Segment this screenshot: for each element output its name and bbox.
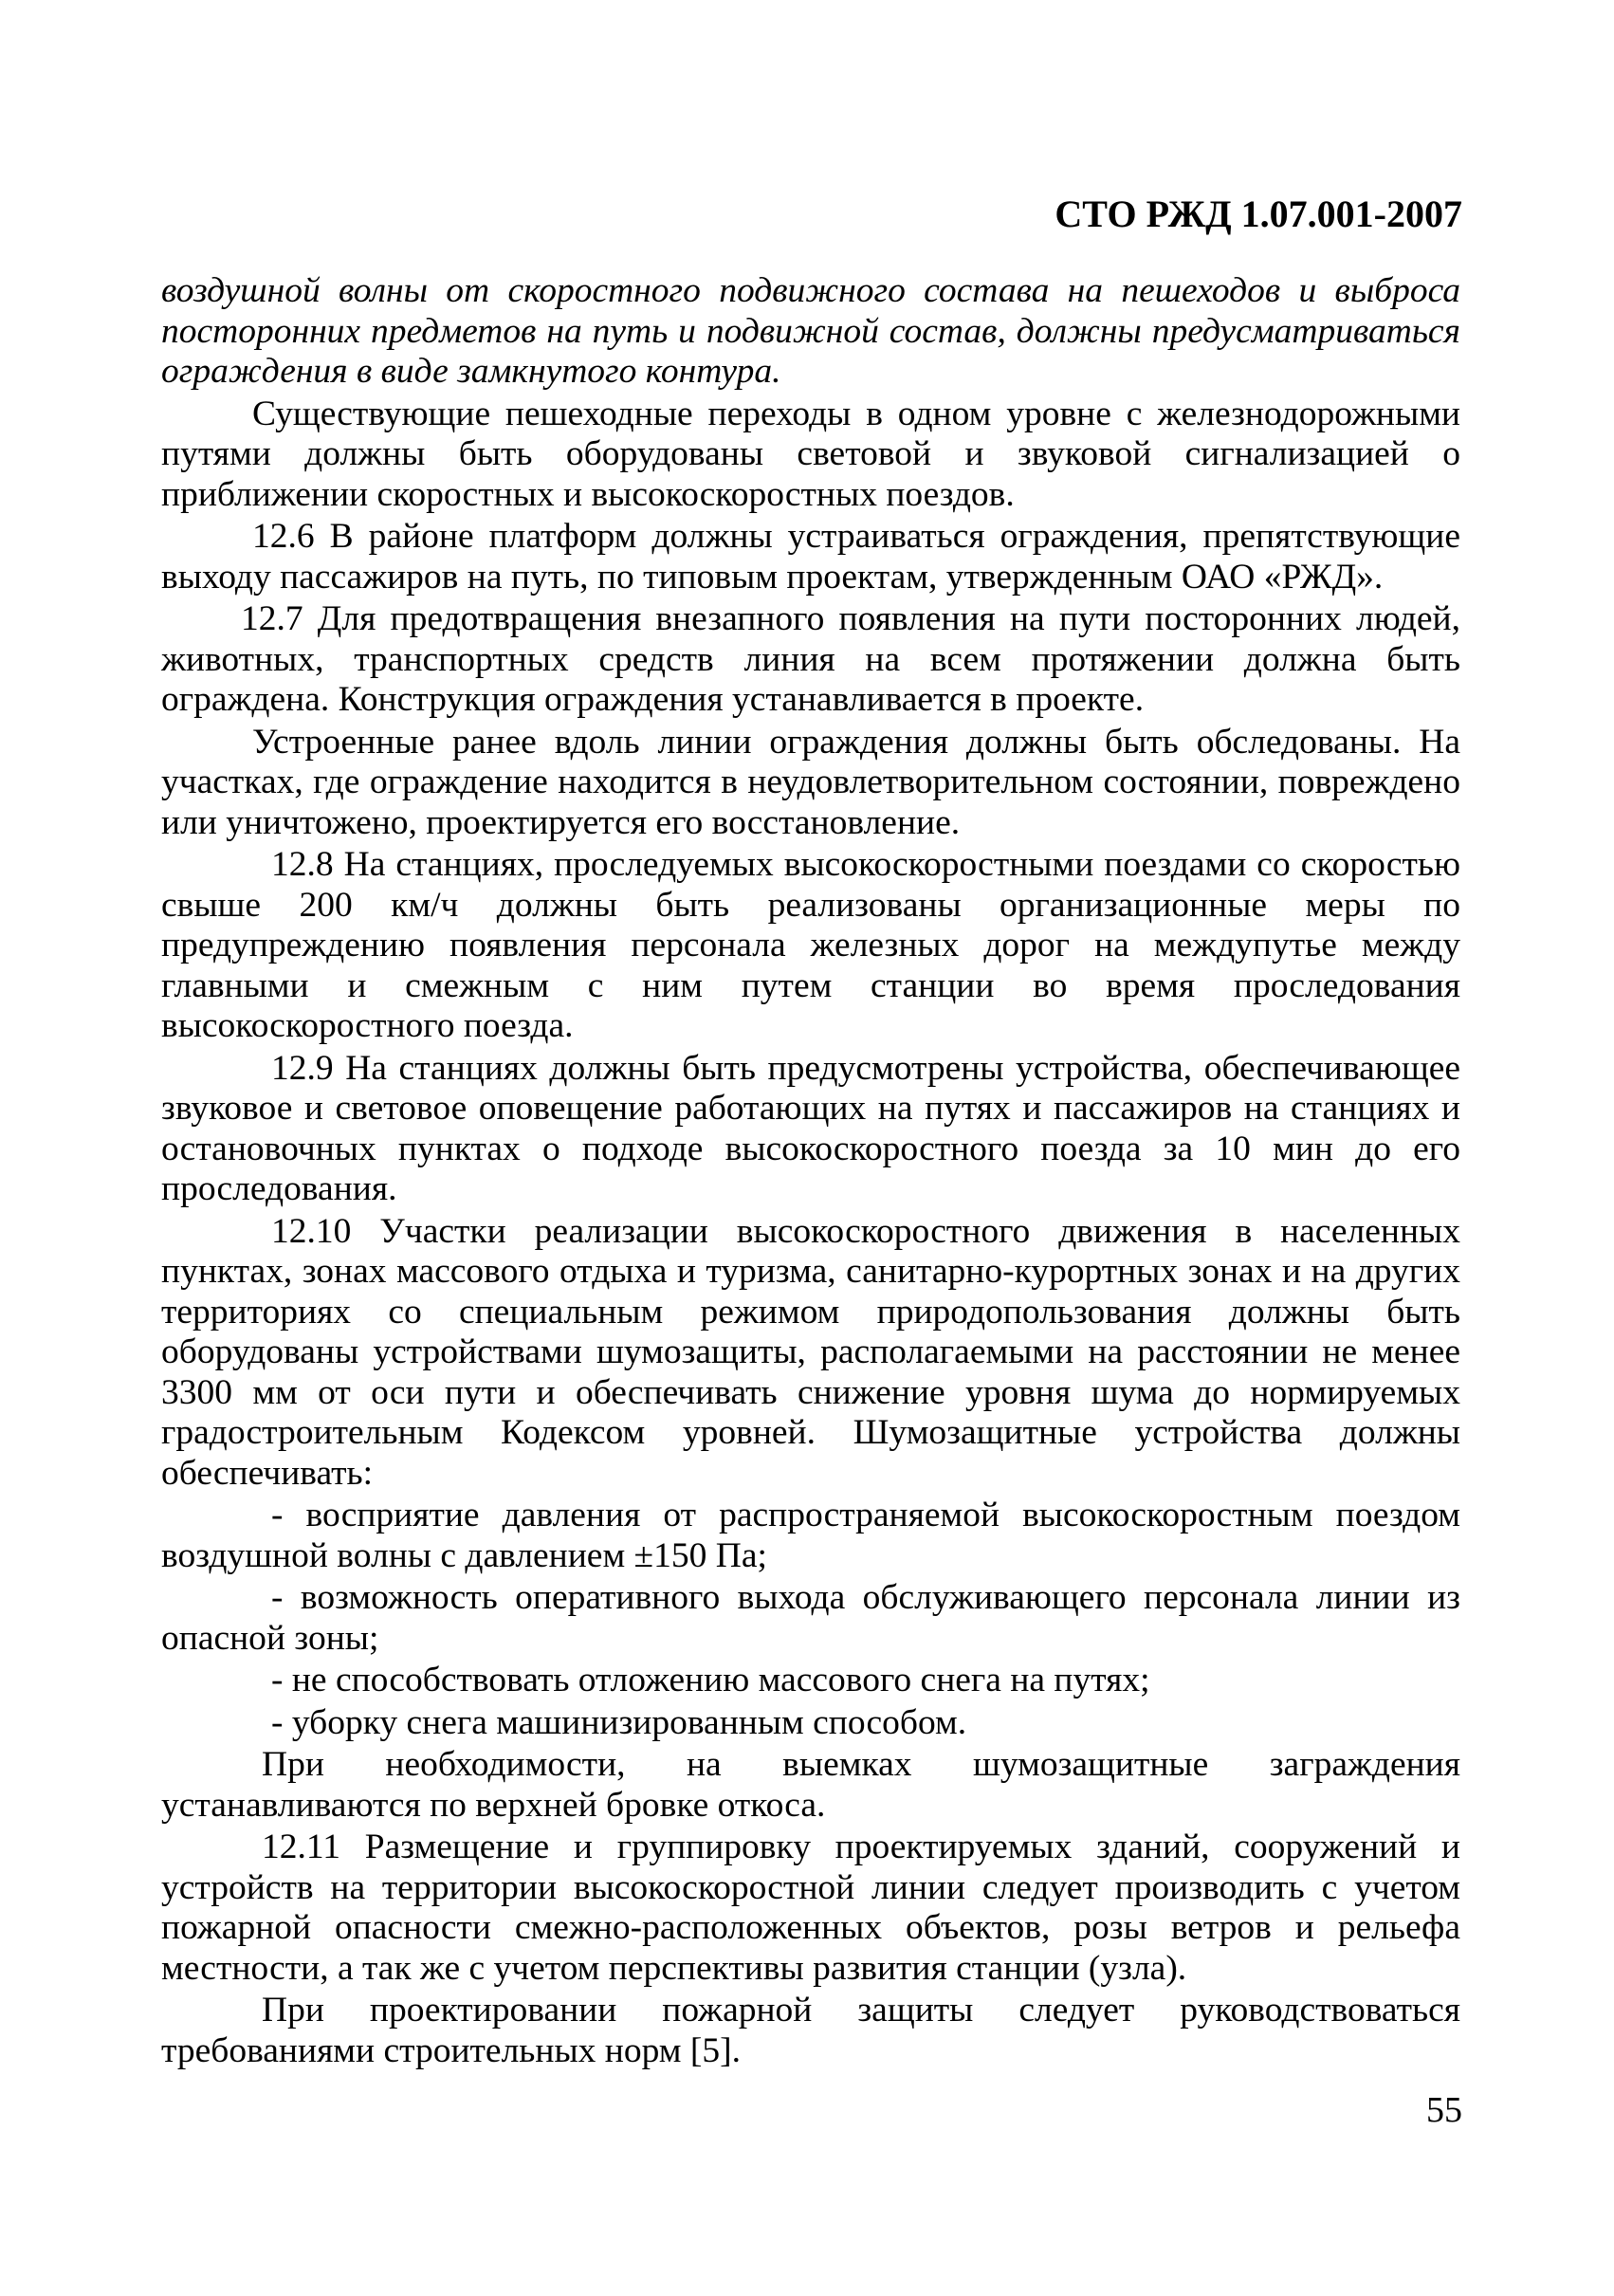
document-code-header: СТО РЖД 1.07.001-2007	[1055, 193, 1462, 235]
paragraph-12-7: 12.7 Для предотвращения внезапного появления на пути посторонних людей, животных, транспортных средств линия на всем протяжении должна быть ограждена. Конструкция ограждения устанавливается в проекте.	[161, 599, 1460, 719]
list-item-pressure: - восприятие давления от распространяемой высокоскоростным поездом воздушной волны с давлением ±150 Па;	[161, 1496, 1460, 1575]
body-text	[161, 271, 1460, 2073]
paragraph-12-9: 12.9 На станциях должны быть предусмотрены устройства, обеспечивающее звуковое и световое оповещение работающих на путях и пассажиров на станциях и остановочных пунктах о подходе высокоскоростного поезда за 10 мин до его проследования.	[161, 1048, 1460, 1208]
paragraph-existing-fences: Устроенные ранее вдоль линии ограждения должны быть обследованы. На участках, где ограждение находится в неудовлетворительном состоянии, повреждено или уничтожено, проектируется его восстановление.	[161, 722, 1460, 842]
list-item-exit: - возможность оперативного выхода обслуживающего персонала линии из опасной зоны;	[161, 1578, 1460, 1658]
paragraph-12-11: 12.11 Размещение и группировку проектируемых зданий, сооружений и устройств на территории высокоскоростной линии следует производить с учетом пожарной опасности смежно-расположенных объектов, розы ветров и рельефа местности, а так же с учетом перспективы развития станции (узла).	[161, 1828, 1460, 1988]
page-number: 55	[1426, 2090, 1462, 2130]
paragraph-continuation: воздушной волны от скоростного подвижного состава на пешеходов и выброса посторонних предметов на путь и подвижной состав, должны предусматриваться ограждения в виде замкнутого контура.	[161, 271, 1460, 391]
paragraph-fire-protection: При проектировании пожарной защиты следует руководствоваться требованиями строительных норм [5].	[161, 1991, 1460, 2070]
paragraph-12-10: 12.10 Участки реализации высокоскоростного движения в населенных пунктах, зонах массового отдыха и туризма, санитарно-курортных зонах и на других территориях со специальным режимом природопользования должны быть оборудованы устройствами шумозащиты, располагаемыми на расстоянии не менее 3300 мм от оси пути и обеспечивать снижение уровня шума до нормируемых градостроительным Кодексом уровней. Шумозащитные устройства должны обеспечивать:	[161, 1211, 1460, 1493]
list-item-snow-removal: - уборку снега машинизированным способом.	[271, 1702, 967, 1742]
list-item-snow-deposit: - не способствовать отложению массового снега на путях;	[271, 1661, 1150, 1699]
paragraph-noise-barriers: При необходимости, на выемках шумозащитные заграждения устанавливаются по верхней бровке откоса.	[161, 1745, 1460, 1825]
paragraph-12-6: 12.6 В районе платформ должны устраиваться ограждения, препятствующие выходу пассажиров на путь, по типовым проектам, утвержденным ОАО «РЖД».	[161, 517, 1460, 597]
paragraph-12-8: 12.8 На станциях, проследуемых высокоскоростными поездами со скоростью свыше 200 км/ч должны быть реализованы организационные меры по предупреждению появления персонала железных дорог на междупутье между главными и смежным с ним путем станции во время проследования высокоскоростного поезда.	[161, 845, 1460, 1045]
paragraph-pedestrian-crossings: Существующие пешеходные переходы в одном уровне с железнодорожными путями должны быть оборудованы световой и звуковой сигнализацией о приближении скоростных и высокоскоростных поездов.	[161, 394, 1460, 514]
